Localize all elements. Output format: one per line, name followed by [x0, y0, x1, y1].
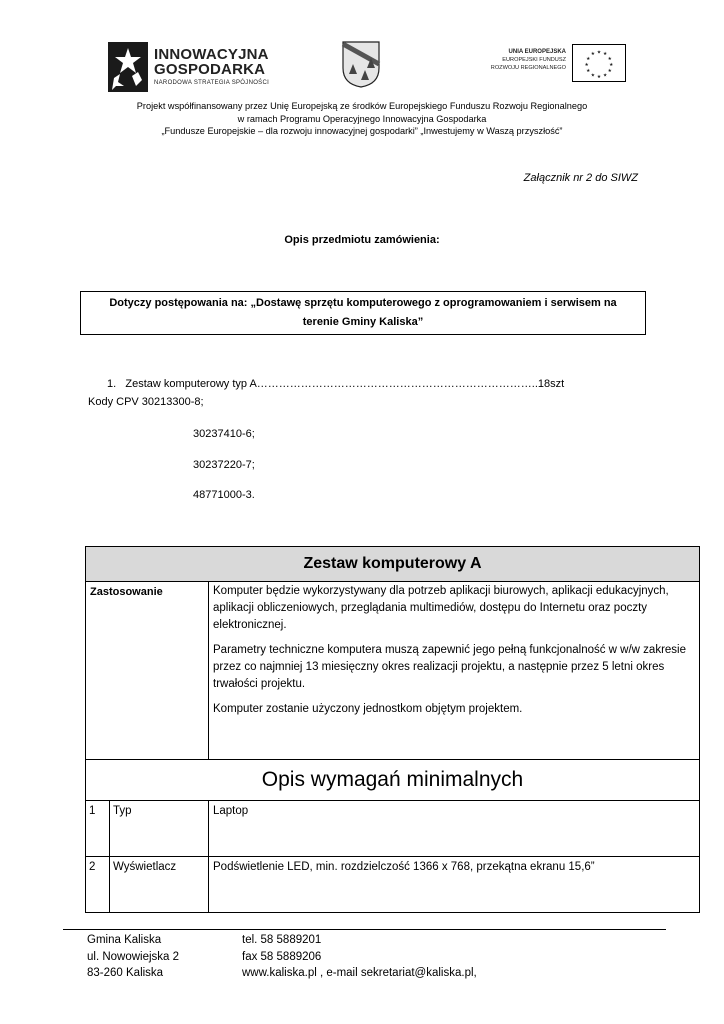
procedure-box [80, 291, 646, 335]
footer-line: fax 58 5889206 [242, 950, 322, 963]
usage-paragraph: Komputer będzie wykorzystywany dla potrzeb aplikacji biurowych, aplikacji edukacyjnych, aplikacji obliczeniowych, przeglądania multimediów, dostępu do Internetu oraz poczty elektronicznej. [213, 585, 669, 631]
ig-logo-line1: INNOWACYJNA [154, 46, 269, 63]
footer-line: ul. Nowowiejska 2 [87, 950, 180, 963]
procedure-line-2: terenie Gminy Kaliska” [302, 316, 424, 328]
attachment-label: Załącznik nr 2 do SIWZ [523, 172, 638, 184]
coat-of-arms-logo [341, 40, 381, 88]
usage-paragraph: Parametry techniczne komputera muszą zapewnić jego pełną funkcjonalność w w/w zakresie przez co najmniej 13 miesięczny okres realizacji projektu, a następnie przez 5 letni okres trwałości projektu. [213, 644, 687, 690]
item-line [107, 378, 564, 390]
document-heading: Opis przedmiotu zamówienia: [284, 234, 440, 246]
usage-label: Zastosowanie [86, 582, 209, 760]
svg-text:★: ★ [603, 73, 608, 79]
eu-logo-line2: EUROPEJSKI FUNDUSZ [502, 57, 566, 63]
usage-paragraph: Komputer zostanie użyczony jednostkom objętym projektem. [213, 703, 523, 715]
coat-of-arms-icon [341, 40, 381, 88]
ig-logo-line3: NARODOWA STRATEGIA SPÓJNOŚCI [154, 80, 270, 86]
svg-text:★: ★ [586, 56, 591, 62]
footer-line: www.kaliska.pl , e-mail sekretariat@kaliska.pl, [242, 967, 477, 979]
row-value: Laptop [209, 801, 700, 857]
star-figure-icon [108, 42, 148, 92]
cpv-code: 30237410-6; [193, 428, 255, 440]
ig-logo-line2: GOSPODARKA [154, 61, 266, 78]
svg-text:★: ★ [584, 62, 589, 68]
footer-line: Gmina Kaliska [87, 934, 162, 946]
project-line-1: Projekt współfinansowany przez Unię Europejską ze środków Europejskiego Funduszu Rozwoju Regionalnego [136, 101, 588, 111]
svg-text:★: ★ [590, 73, 595, 79]
item-number: 1. [107, 378, 117, 390]
spec-table [85, 546, 700, 913]
footer-line: 83-260 Kaliska [87, 967, 164, 979]
table-title: Zestaw komputerowy A [86, 547, 700, 582]
row-number: 1 [86, 801, 110, 857]
project-line-2: w ramach Programu Operacyjnego Innowacyjna Gospodarka [237, 113, 487, 124]
footer-contact [242, 932, 477, 982]
innowacyjna-gospodarka-logo [108, 40, 298, 96]
row-value: Podświetlenie LED, min. rozdzielczość 1366 x 768, przekątna ekranu 15,6” [209, 857, 700, 913]
eu-logo-line3: ROZWOJU REGIONALNEGO [490, 65, 566, 71]
svg-text:★: ★ [596, 75, 602, 81]
row-number: 2 [86, 857, 110, 913]
usage-description [209, 582, 700, 760]
row-name: Wyświetlacz [110, 857, 209, 913]
eu-logo [474, 44, 626, 84]
cpv-code: 30237220-7; [193, 459, 255, 471]
svg-text:★: ★ [603, 52, 608, 58]
cpv-label: Kody CPV 30213300-8; [88, 396, 204, 408]
item-text: Zestaw komputerowy typ A…………………………………………………………………..18szt [125, 378, 565, 390]
table-row [86, 857, 700, 913]
footer-divider [63, 929, 666, 930]
procedure-line-1: Dotyczy postępowania na: „Dostawę sprzętu komputerowego z oprogramowaniem i serwisem na [109, 297, 617, 309]
table-row [86, 801, 700, 857]
row-name: Typ [110, 801, 209, 857]
svg-text:★: ★ [607, 68, 612, 74]
svg-text:★: ★ [586, 68, 591, 74]
svg-text:★: ★ [590, 52, 595, 58]
footer-address [87, 932, 179, 982]
requirements-title: Opis wymagań minimalnych [86, 760, 700, 801]
cpv-code: 48771000-3. [193, 489, 255, 501]
project-line-3: „Fundusze Europejskie – dla rozwoju innowacyjnej gospodarki” „Inwestujemy w Waszą przyszłość” [161, 126, 563, 136]
project-info [0, 100, 724, 138]
eu-logo-line1: UNIA EUROPEJSKA [508, 49, 566, 55]
eu-flag-icon [572, 44, 626, 82]
svg-text:★: ★ [596, 50, 602, 56]
svg-text:★: ★ [607, 56, 612, 62]
footer-line: tel. 58 5889201 [242, 934, 322, 946]
svg-text:★: ★ [609, 62, 614, 68]
